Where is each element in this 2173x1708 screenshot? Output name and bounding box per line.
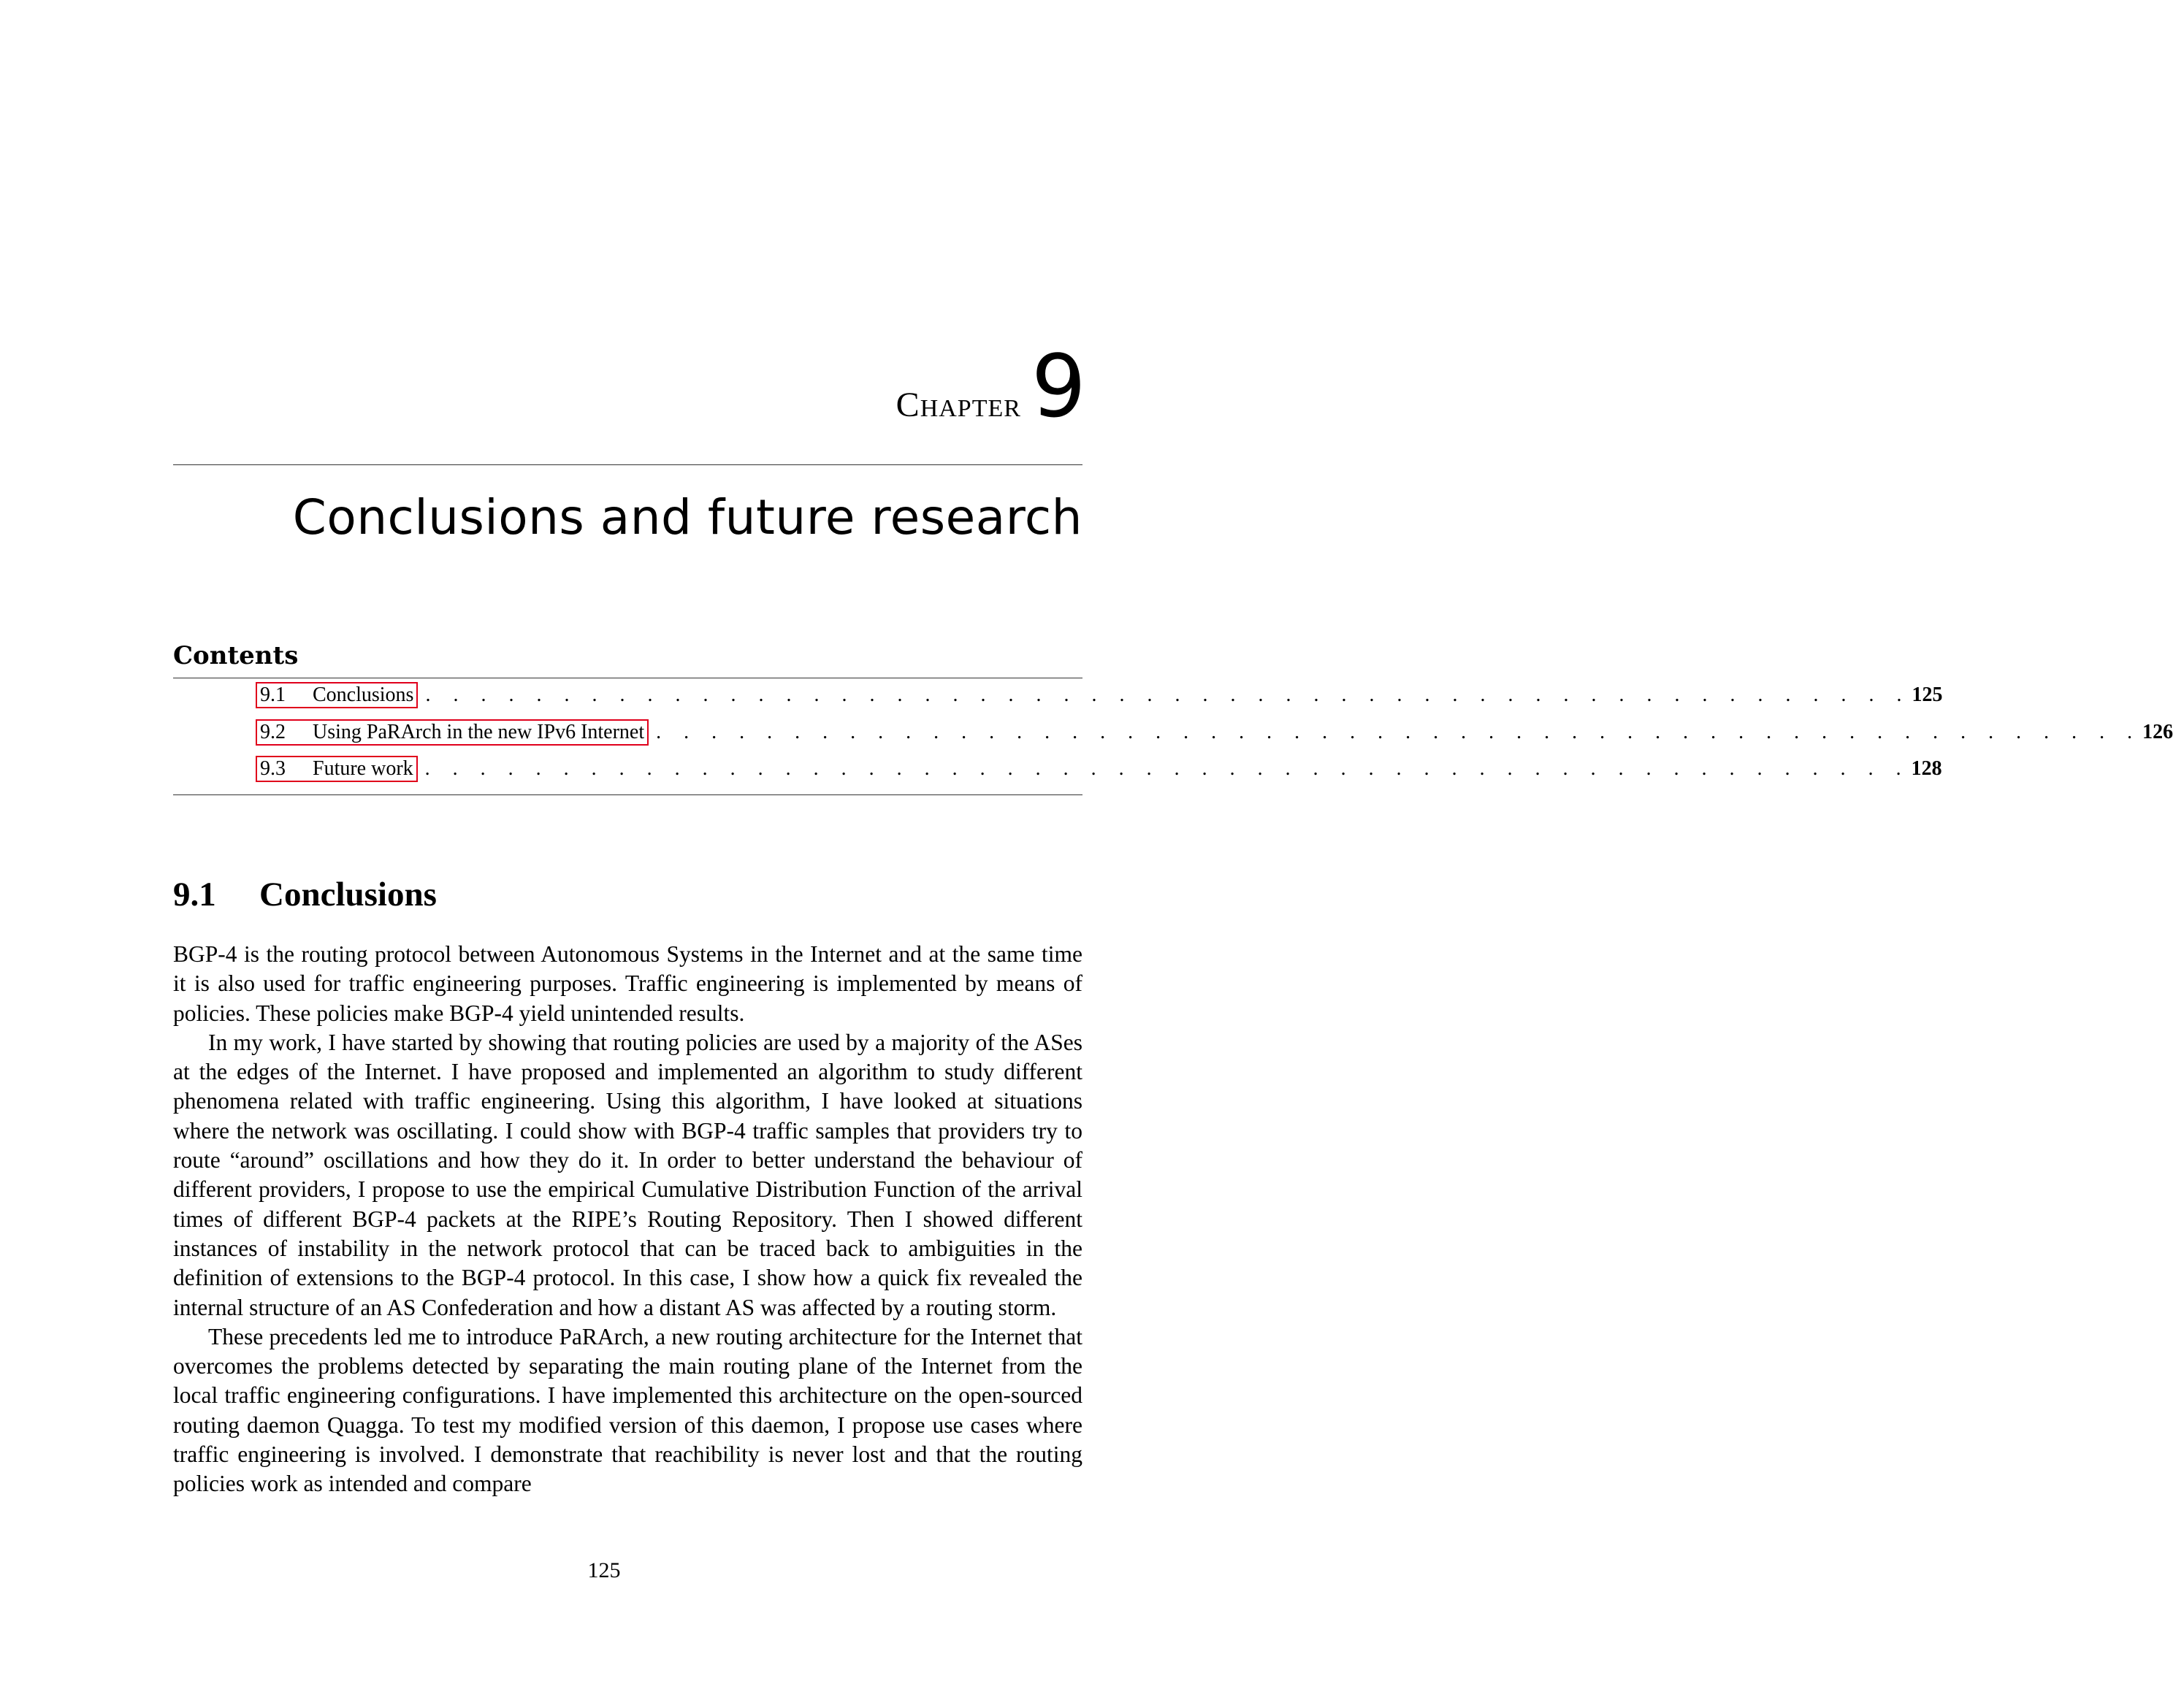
toc-link-conclusions[interactable]	[256, 682, 418, 708]
toc-entry-number: 9.2	[260, 721, 286, 743]
toc-leader-dots: . . . . . . . . . . . . . . . . . . . . . . . . . . . . . . . . . . . . . . . . . . . . . . . . . . . . . .	[425, 683, 1911, 706]
paragraph: In my work, I have started by showing that routing policies are used by a majority of the ASes at the edges of the Internet. I have proposed and implemented an algorithm to study different phenomena related with traffic engineering. Using this algorithm, I have looked at situations where the network was oscillating. I could show with BGP-4 traffic samples that providers try to route “around” oscillations and how they do it. In order to better understand the behaviour of different providers, I propose to use the empirical Cumulative Distribution Function of the arrival times of different BGP-4 packets at the RIPE’s Routing Repository. Then I showed different instances of instability in the network protocol that can be traced back to ambiguities in the definition of extensions to the BGP-4 protocol. In this case, I show how a quick fix revealed the internal structure of an AS Confederation and how a distant AS was affected by a routing storm.	[173, 1029, 1082, 1320]
chapter-word: Chapter	[895, 386, 1021, 424]
toc-entry-title: Future work	[313, 757, 413, 780]
toc-link-using-pararch[interactable]	[256, 719, 649, 746]
contents-bottom-rule	[173, 794, 1082, 795]
paragraph: These precedents led me to introduce PaRArch, a new routing architecture for the Internet that overcomes the problems detected by separating the main routing plane of the Internet from the local traffic engineering configurations. I have implemented this architecture on the open-sourced routing daemon Quagga. To test my modified version of this daemon, I propose use cases where traffic engineering is involved. I demonstrate that reachibility is never lost and that the routing policies work as intended and compare	[173, 1323, 1082, 1497]
toc-entry-title: Using PaRArch in the new IPv6 Internet	[313, 721, 645, 743]
toc-entry-page: 125	[1912, 683, 1943, 706]
toc-entry	[256, 682, 1943, 711]
toc-link-future-work[interactable]	[256, 756, 418, 782]
chapter-label	[895, 336, 1086, 437]
section-title: Conclusions	[259, 876, 437, 914]
toc-entry	[256, 756, 1942, 785]
toc-leader-dots: . . . . . . . . . . . . . . . . . . . . . . . . . . . . . . . . . . . . . . . . . . . . . . . . . . . . . .	[656, 721, 2142, 743]
toc-entry	[256, 719, 2173, 748]
toc-entry-page: 128	[1911, 757, 1942, 780]
toc-entry-title: Conclusions	[313, 683, 414, 706]
toc-entry-number: 9.3	[260, 757, 286, 780]
section-number: 9.1	[173, 876, 216, 914]
body-text	[173, 940, 1082, 1499]
contents-heading: Contents	[173, 641, 299, 670]
paragraph: BGP-4 is the routing protocol between Autonomous Systems in the Internet and at the same time it is also used for traffic engineering purposes. Traffic engineering is implemented by means of policies. These policies make BGP-4 yield unintended results.	[173, 941, 1082, 1026]
toc-entry-page: 126	[2142, 721, 2173, 743]
toc-leader-dots: . . . . . . . . . . . . . . . . . . . . . . . . . . . . . . . . . . . . . . . . . . . . . . . . . . . . . .	[424, 757, 1910, 780]
chapter-number: 9	[1031, 336, 1086, 437]
toc-entry-number: 9.1	[260, 683, 286, 706]
section-heading	[173, 875, 437, 914]
chapter-title: Conclusions and future research	[292, 489, 1082, 545]
chapter-rule	[173, 464, 1082, 465]
page-number: 125	[587, 1558, 621, 1582]
